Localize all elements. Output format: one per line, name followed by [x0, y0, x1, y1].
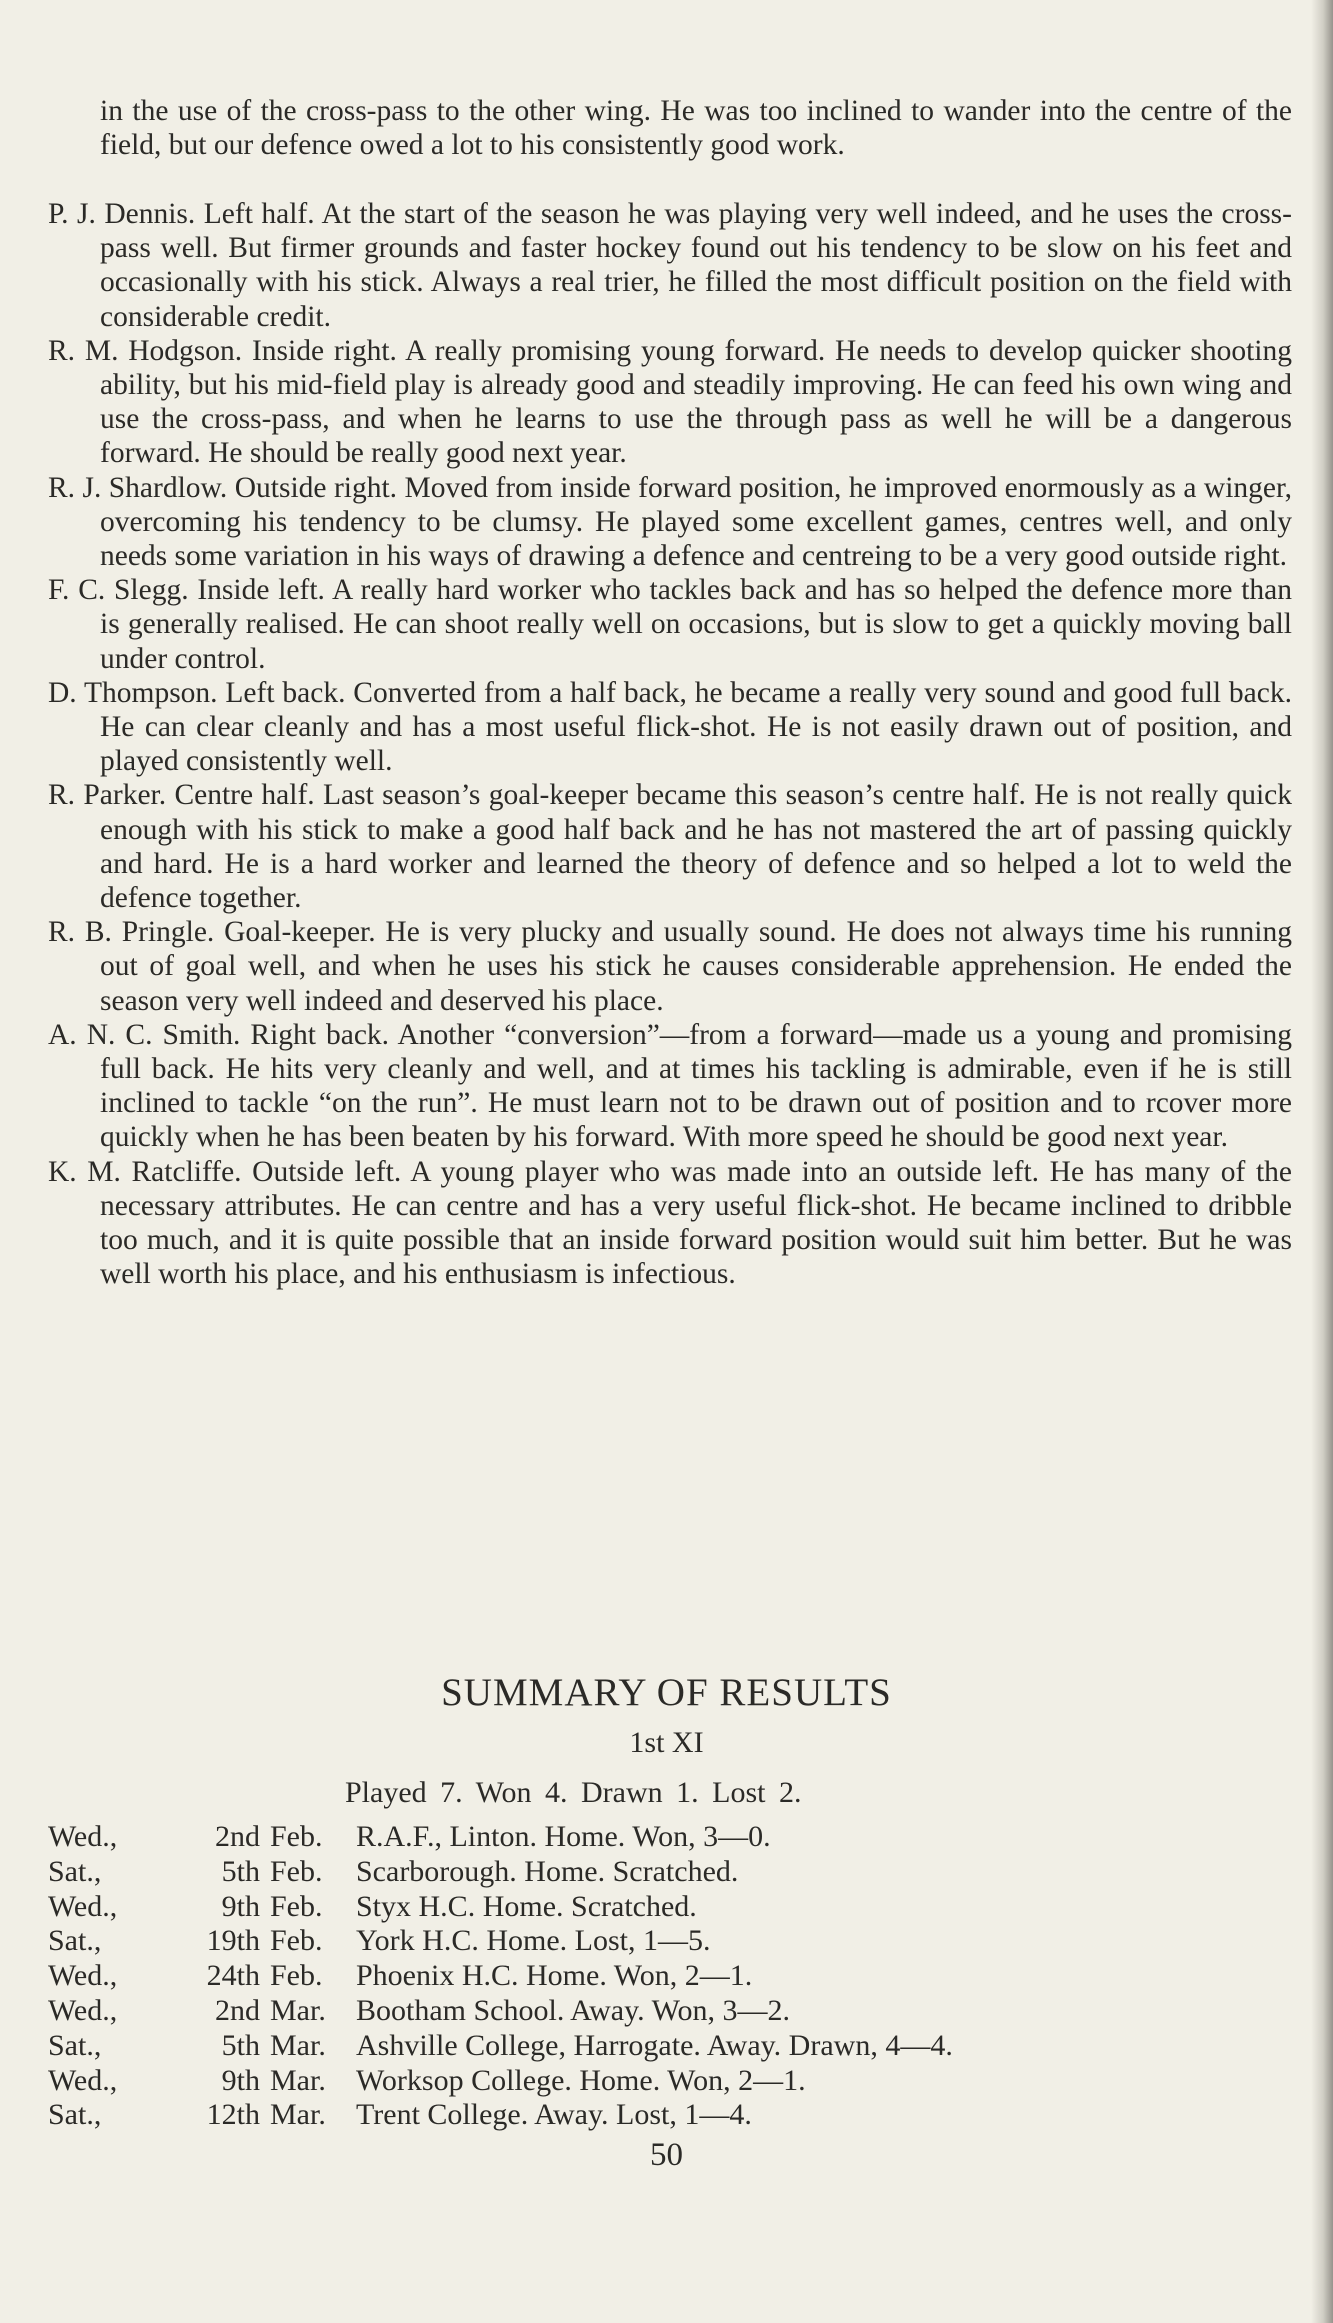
player-report-slegg: F. C. Slegg. Inside left. A really hard worker who tackles back and has so helped the defence more than is generally realised. He can shoot really well on occasions, but is slow to get a quickly moving ball under control.	[48, 574, 1292, 675]
result-day: Wed.,	[48, 1959, 118, 1993]
player-report-smith: A. N. C. Smith. Right back. Another “conversion”—from a forward—made us a young and promising full back. He hits very cleanly and well, and at times his tackling is admirable, even if he is still inclined to tackle “on the run”. He must learn not to be drawn out of position and to rcover more quickly when he has been beaten by his forward. With more speed he should be good next year.	[48, 1018, 1292, 1154]
result-row	[48, 1994, 1298, 2029]
continuation-paragraph: in the use of the cross-pass to the other wing. He was too inclined to wander into the centre of the field, but our defence owed a lot to his consistently good work.	[100, 95, 1292, 162]
results-list	[48, 1820, 1298, 2133]
result-row	[48, 2029, 1298, 2064]
summary-title: SUMMARY OF RESULTS	[441, 1671, 892, 1714]
result-day: Sat.,	[48, 2028, 102, 2062]
result-month: Mar.	[270, 2063, 326, 2097]
player-report-pringle: R. B. Pringle. Goal-keeper. He is very plucky and usually sound. He does not always time his running out of goal well, and when he uses his stick he causes considerable apprehension. He ended the season very well indeed and deserved his place.	[48, 916, 1292, 1017]
result-month: Feb.	[270, 1889, 323, 1923]
result-date: 24th	[206, 1959, 260, 1993]
result-month: Feb.	[270, 1820, 323, 1853]
result-detail: Styx H.C. Home. Scratched.	[356, 1889, 697, 1923]
player-report-shardlow: R. J. Shardlow. Outside right. Moved from inside forward position, he improved enormously as a winger, overcoming his tendency to be clumsy. He played some excellent games, centres well, and only needs some variation in his ways of drawing a defence and centreing to be a very good outside right.	[48, 471, 1292, 573]
player-report-dennis: P. J. Dennis. Left half. At the start of the season he was playing very well indeed, and he uses the cross-pass well. But firmer grounds and faster hockey found out his tendency to be slow on his feet and occasionally with his stick. Always a real trier, he filled the most difficult position on the field with considerable credit.	[48, 198, 1292, 333]
player-report-ratcliffe: K. M. Ratcliffe. Outside left. A young player who was made into an outside left. He has many of the necessary attributes. He can centre and has a very useful flick-shot. He became inclined to dribble too much, and it is quite possible that an inside forward position would suit him better. But he was well worth his place, and his enthusiasm is infectious.	[48, 1155, 1292, 1291]
result-day: Wed.,	[48, 1993, 118, 2027]
result-date: 9th	[221, 2063, 260, 2097]
result-date: 12th	[206, 2098, 260, 2132]
result-detail: Bootham School. Away. Won, 3—2.	[356, 1993, 790, 2027]
result-day: Wed.,	[48, 2063, 118, 2097]
result-detail: Phoenix H.C. Home. Won, 2—1.	[356, 1959, 753, 1993]
result-month: Mar.	[270, 1993, 326, 2027]
result-detail: Scarborough. Home. Scratched.	[356, 1854, 739, 1888]
result-row	[48, 1924, 1298, 1959]
result-day: Sat.,	[48, 1924, 102, 1958]
result-month: Feb.	[270, 1924, 323, 1958]
player-report-hodgson: R. M. Hodgson. Inside right. A really promising young forward. He needs to develop quicker shooting ability, but his mid-field play is already good and steadily improving. He can feed his own wing and use the cross-pass, and when he learns to use the through pass as well he will be a dangerous forward. He should be really good next year.	[48, 334, 1292, 470]
page-number: 50	[650, 2137, 683, 2173]
result-day: Wed.,	[48, 1889, 118, 1923]
result-row	[48, 1820, 1298, 1855]
result-date: 5th	[221, 1854, 260, 1888]
result-day: Wed.,	[48, 1820, 118, 1853]
result-day: Sat.,	[48, 2098, 102, 2132]
result-month: Mar.	[270, 2098, 326, 2132]
result-date: 2nd	[215, 1993, 260, 2027]
player-report-thompson: D. Thompson. Left back. Converted from a half back, he became a really very sound and good full back. He can clear cleanly and has a most useful flick-shot. He is not easily drawn out of position, and played consistently well.	[48, 676, 1292, 778]
result-date: 2nd	[215, 1820, 260, 1853]
result-row	[48, 2098, 1298, 2133]
result-date: 9th	[221, 1889, 260, 1923]
result-detail: Worksop College. Home. Won, 2—1.	[356, 2063, 806, 2097]
result-row	[48, 1855, 1298, 1890]
result-month: Feb.	[270, 1959, 323, 1993]
page-edge-shadow	[1311, 0, 1333, 2323]
result-detail: Ashville College, Harrogate. Away. Drawn, 4—4.	[356, 2028, 953, 2062]
team-heading: 1st XI	[629, 1726, 704, 1759]
result-detail: Trent College. Away. Lost, 1—4.	[356, 2098, 752, 2132]
season-record: Played 7. Won 4. Drawn 1. Lost 2.	[345, 1776, 802, 1809]
result-month: Mar.	[270, 2028, 326, 2062]
result-date: 19th	[206, 1924, 260, 1958]
result-month: Feb.	[270, 1854, 323, 1888]
result-date: 5th	[221, 2028, 260, 2062]
result-row	[48, 1890, 1298, 1925]
result-detail: R.A.F., Linton. Home. Won, 3—0.	[356, 1820, 771, 1853]
result-row	[48, 1959, 1298, 1994]
result-row	[48, 2064, 1298, 2099]
player-report-parker: R. Parker. Centre half. Last season’s goal-keeper became this season’s centre half. He is not really quick enough with his stick to make a good half back and he has not mastered the art of passing quickly and hard. He is a hard worker and learned the theory of defence and so helped a lot to weld the defence together.	[48, 779, 1292, 915]
player-reports	[48, 197, 1292, 1292]
result-detail: York H.C. Home. Lost, 1—5.	[356, 1924, 711, 1958]
result-day: Sat.,	[48, 1854, 102, 1888]
